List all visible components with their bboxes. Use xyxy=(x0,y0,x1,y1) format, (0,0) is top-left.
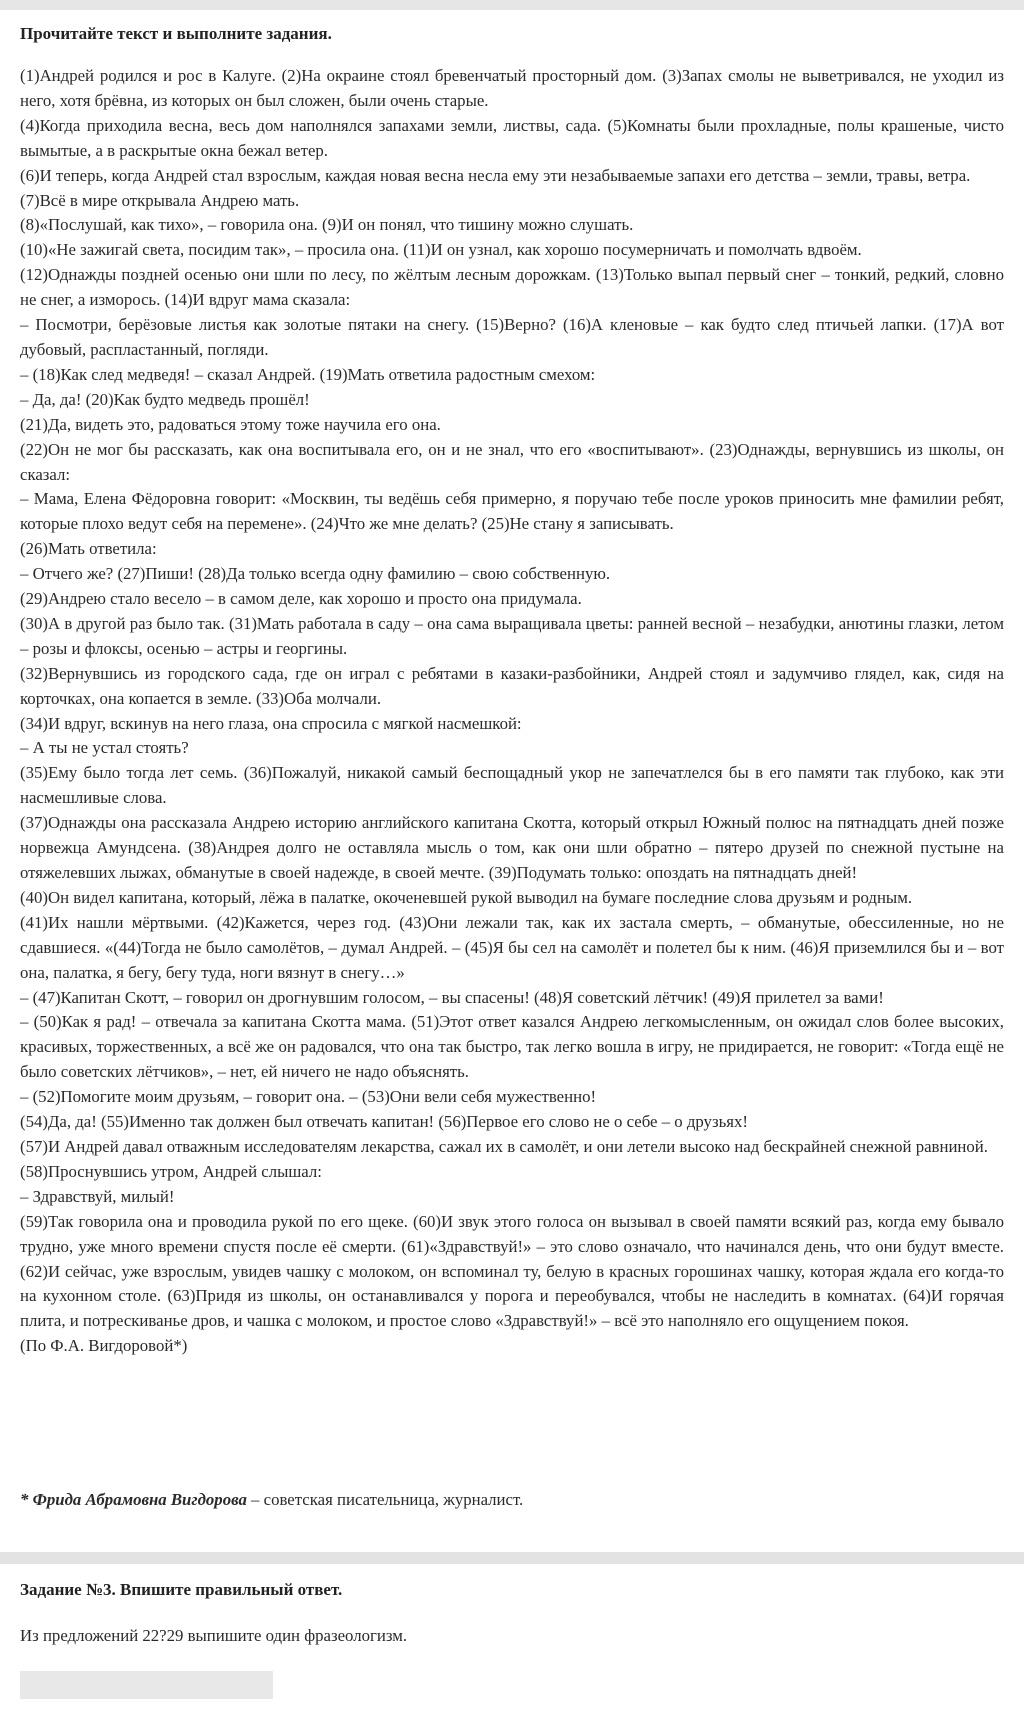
text-card xyxy=(0,10,1024,1552)
paragraph: (57)И Андрей давал отважным исследователям лекарства, сажал их в самолёт, и они летели высоко над бескрайней снежной равниной. xyxy=(20,1136,988,1156)
paragraph: (6)И теперь, когда Андрей стал взрослым, каждая новая весна несла ему эти незабываемые запахи его детства – земли, травы, ветра. xyxy=(20,165,971,185)
paragraph: (34)И вдруг, вскинув на него глаза, она спросила с мягкой насмешкой: xyxy=(20,713,522,733)
task-question: Из предложений 22?29 выпишите один фразеологизм. xyxy=(20,1626,408,1645)
paragraph: (59)Так говорила она и проводила рукой по его щеке. (60)И звук этого голоса он вызывал в своей памяти всякий раз, когда ему бывало трудно, уже много времени спустя после её смерти. (61)«Здравствуй!» – это слово означало, что начинался день, что они будут вместе. (62)И сейчас, уже взрослым, увидев чашку с молоком, он вспоминал ту, белую в красных горошинах чашку, которая ждала его когда-то на кухонном столе. (63)Придя из школы, он останавливался у порога и переобувался, чтобы не наследить в комнатах. (64)И горячая плита, и потрескиванье дров, и чашка с молоком, и простое слово «Здравствуй!» – всё это наполняло его ощущением покоя. xyxy=(20,1211,1004,1331)
paragraph: – А ты не устал стоять? xyxy=(20,738,189,758)
paragraph: – (50)Как я рад! – отвечала за капитана Скотта мама. (51)Этот ответ казался Андрею легкомысленным, он ожидал слов более высоких, красивых, торжественных, а всё же он радовался, что она так быстро, так легко вошла в игру, не придирается, не говорит: «Тогда ещё не было советских лётчиков», – нет, ей ничего не надо объяснять. xyxy=(20,1012,1004,1082)
paragraph: (10)«Не зажигай света, посидим так», – просила она. (11)И он узнал, как хорошо посумерничать и помолчать вдвоём. xyxy=(20,240,862,260)
paragraph: (54)Да, да! (55)Именно так должен был отвечать капитан! (56)Первое его слово не о себе – о друзьях! xyxy=(20,1112,748,1132)
paragraph: (8)«Послушай, как тихо», – говорила она. (9)И он понял, что тишину можно слушать. xyxy=(20,215,634,235)
paragraph: – Мама, Елена Фёдоровна говорит: «Москвин, ты ведёшь себя примерно, я поручаю тебе после уроков приносить мне фамилии ребят, которые плохо ведут себя на перемене». (24)Что же мне делать? (25)Не стану я записывать. xyxy=(20,489,1004,534)
paragraph: (22)Он не мог бы рассказать, как она воспитывала его, он и не знал, что его «воспитывают». (23)Однажды, вернувшись из школы, он сказал: xyxy=(20,439,1004,484)
paragraph: – Отчего же? (27)Пиши! (28)Да только всегда одну фамилию – свою собственную. xyxy=(20,564,611,584)
passage xyxy=(20,64,1004,1359)
answer-input[interactable] xyxy=(20,1671,273,1699)
paragraph: – Здравствуй, милый! xyxy=(20,1186,175,1206)
task-title: Задание №3. Впишите правильный ответ. xyxy=(20,1580,343,1599)
footnote xyxy=(20,1490,523,1510)
paragraph: – (47)Капитан Скотт, – говорил он дрогнувшим голосом, – вы спасены! (48)Я советский лётчик! (49)Я прилетел за вами! xyxy=(20,987,884,1007)
section-divider xyxy=(0,1552,1024,1564)
paragraph: (7)Всё в мире открывала Андрею мать. xyxy=(20,190,300,210)
paragraph: (29)Андрею стало весело – в самом деле, как хорошо и просто она придумала. xyxy=(20,589,582,609)
paragraph: (26)Мать ответила: xyxy=(20,539,157,559)
paragraph: (35)Ему было тогда лет семь. (36)Пожалуй, никакой самый беспощадный укор не запечатлелся бы в его памяти так глубоко, как эти насмешливые слова. xyxy=(20,763,1004,808)
task-card xyxy=(0,1564,1024,1727)
top-divider xyxy=(0,0,1024,10)
paragraph: – Посмотри, берёзовые листья как золотые пятаки на снегу. (15)Верно? (16)А кленовые – как будто след птичьей лапки. (17)А вот дубовый, распластанный, погляди. xyxy=(20,315,1004,359)
source-attribution: (По Ф.А. Вигдоровой*) xyxy=(20,1336,188,1356)
footnote-text: – советская писательница, журналист. xyxy=(246,1490,524,1509)
paragraph: (4)Когда приходила весна, весь дом наполнялся запахами земли, листвы, сада. (5)Комнаты были прохладные, полы крашеные, чисто вымытые, а в раскрытые окна бежал ветер. xyxy=(20,115,1004,160)
paragraph: (41)Их нашли мёртвыми. (42)Кажется, через год. (43)Они лежали так, как их застала смерть, – обманутые, обессиленные, но не сдавшиеся. «(44)Тогда не было самолётов, – думал Андрей. – (45)Я бы сел на самолёт и полетел бы к ним. (46)Я приземлился бы и – вот она, палатка, я бегу, бегу туда, ноги вязнут в снегу…» xyxy=(20,912,1004,982)
footnote-author: * Фрида Абрамовна Вигдорова xyxy=(20,1490,247,1509)
paragraph: – (18)Как след медведя! – сказал Андрей. (19)Мать ответила радостным смехом: xyxy=(20,364,596,384)
paragraph: – Да, да! (20)Как будто медведь прошёл! xyxy=(20,389,310,409)
paragraph: (12)Однажды поздней осенью они шли по лесу, по жёлтым лесным дорожкам. (13)Только выпал первый снег – тонкий, редкий, словно не снег, а изморось. (14)И вдруг мама сказала: xyxy=(20,265,1004,310)
card-heading: Прочитайте текст и выполните задания. xyxy=(20,24,332,43)
paragraph: (1)Андрей родился и рос в Калуге. (2)На окраине стоял бревенчатый просторный дом. (3)Запах смолы не выветривался, не уходил из него, хотя брёвна, из которых он был сложен, были очень старые. xyxy=(20,66,1004,110)
paragraph: – (52)Помогите моим друзьям, – говорит она. – (53)Они вели себя мужественно! xyxy=(20,1087,597,1107)
paragraph: (58)Проснувшись утром, Андрей слышал: xyxy=(20,1161,322,1181)
paragraph: (40)Он видел капитана, который, лёжа в палатке, окоченевшей рукой выводил на бумаге последние слова друзьям и родным. xyxy=(20,887,913,907)
paragraph: (32)Вернувшись из городского сада, где он играл с ребятами в казаки-разбойники, Андрей стоял и задумчиво глядел, как, сидя на корточках, она копается в земле. (33)Оба молчали. xyxy=(20,663,1004,708)
paragraph: (37)Однажды она рассказала Андрею историю английского капитана Скотта, который открыл Южный полюс на пятнадцать дней позже норвежца Амундсена. (38)Андрея долго не оставляла мысль о том, как они шли обратно – пятеро друзей по снежной пустыне на отяжелевших лыжах, обманутые в своей надежде, в своей мечте. (39)Подумать только: опоздать на пятнадцать дней! xyxy=(20,813,1004,882)
paragraph: (21)Да, видеть это, радоваться этому тоже научила его она. xyxy=(20,414,441,434)
paragraph: (30)А в другой раз было так. (31)Мать работала в саду – она сама выращивала цветы: ранней весной – незабудки, анютины глазки, летом – розы и флоксы, осенью – астры и георгины. xyxy=(20,613,1004,658)
